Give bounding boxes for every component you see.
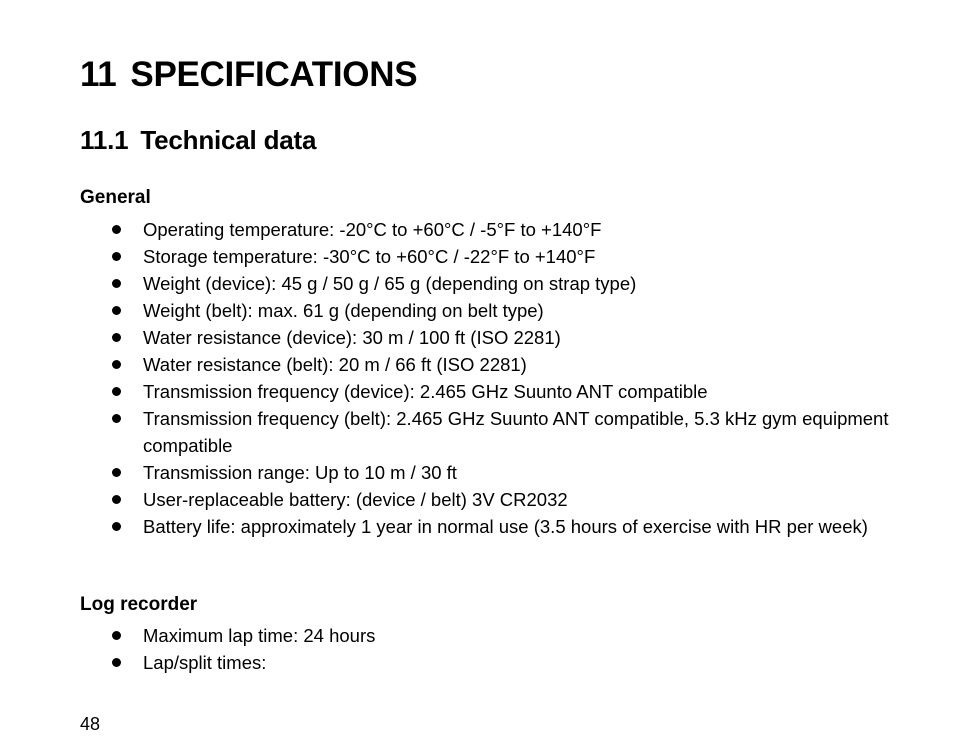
list-item-text: Transmission frequency (belt): 2.465 GHz Suunto ANT compatible, 5.3 kHz gym equipment compatible [143,408,889,456]
list-item-text: Transmission frequency (device): 2.465 GHz Suunto ANT compatible [143,381,708,402]
list-item [110,270,890,297]
list-item-text: Operating temperature: -20°C to +60°C / -5°F to +140°F [143,219,602,240]
list-item-text: User-replaceable battery: (device / belt) 3V CR2032 [143,489,568,510]
bullet-icon [112,333,121,342]
list-item [110,297,890,324]
chapter-title [80,53,417,97]
list-item [110,378,890,405]
log-recorder-list [110,622,890,676]
list-item [110,405,890,459]
list-item-text: Storage temperature: -30°C to +60°C / -22°F to +140°F [143,246,596,267]
list-item-text: Water resistance (device): 30 m / 100 ft (ISO 2281) [143,327,561,348]
bullet-icon [112,658,121,667]
list-item-text: Maximum lap time: 24 hours [143,625,376,646]
chapter-number: 11 [80,55,117,94]
bullet-icon [112,495,121,504]
list-item [110,513,890,540]
bullet-icon [112,360,121,369]
list-item-text: Water resistance (belt): 20 m / 66 ft (ISO 2281) [143,354,527,375]
list-item [110,622,890,649]
bullet-icon [112,414,121,423]
list-item-text: Lap/split times: [143,652,267,673]
list-item [110,351,890,378]
general-heading: General [80,187,151,208]
list-item [110,216,890,243]
log-recorder-heading: Log recorder [80,594,198,615]
general-list [110,216,890,540]
list-item [110,486,890,513]
chapter-title-text: SPECIFICATIONS [130,55,418,94]
bullet-icon [112,631,121,640]
bullet-icon [112,225,121,234]
list-item [110,324,890,351]
list-item-text: Battery life: approximately 1 year in normal use (3.5 hours of exercise with HR per week) [143,516,868,537]
bullet-icon [112,522,121,531]
bullet-icon [112,279,121,288]
list-item-text: Transmission range: Up to 10 m / 30 ft [143,462,457,483]
section-number: 11.1 [80,125,129,155]
list-item-text: Weight (device): 45 g / 50 g / 65 g (depending on strap type) [143,273,637,294]
list-item [110,459,890,486]
bullet-icon [112,306,121,315]
list-item-text: Weight (belt): max. 61 g (depending on belt type) [143,300,544,321]
bullet-icon [112,387,121,396]
section-title-text: Technical data [140,125,317,155]
list-item [110,649,890,676]
page-number: 48 [80,714,101,734]
section-title [80,122,316,158]
bullet-icon [112,468,121,477]
bullet-icon [112,252,121,261]
list-item [110,243,890,270]
